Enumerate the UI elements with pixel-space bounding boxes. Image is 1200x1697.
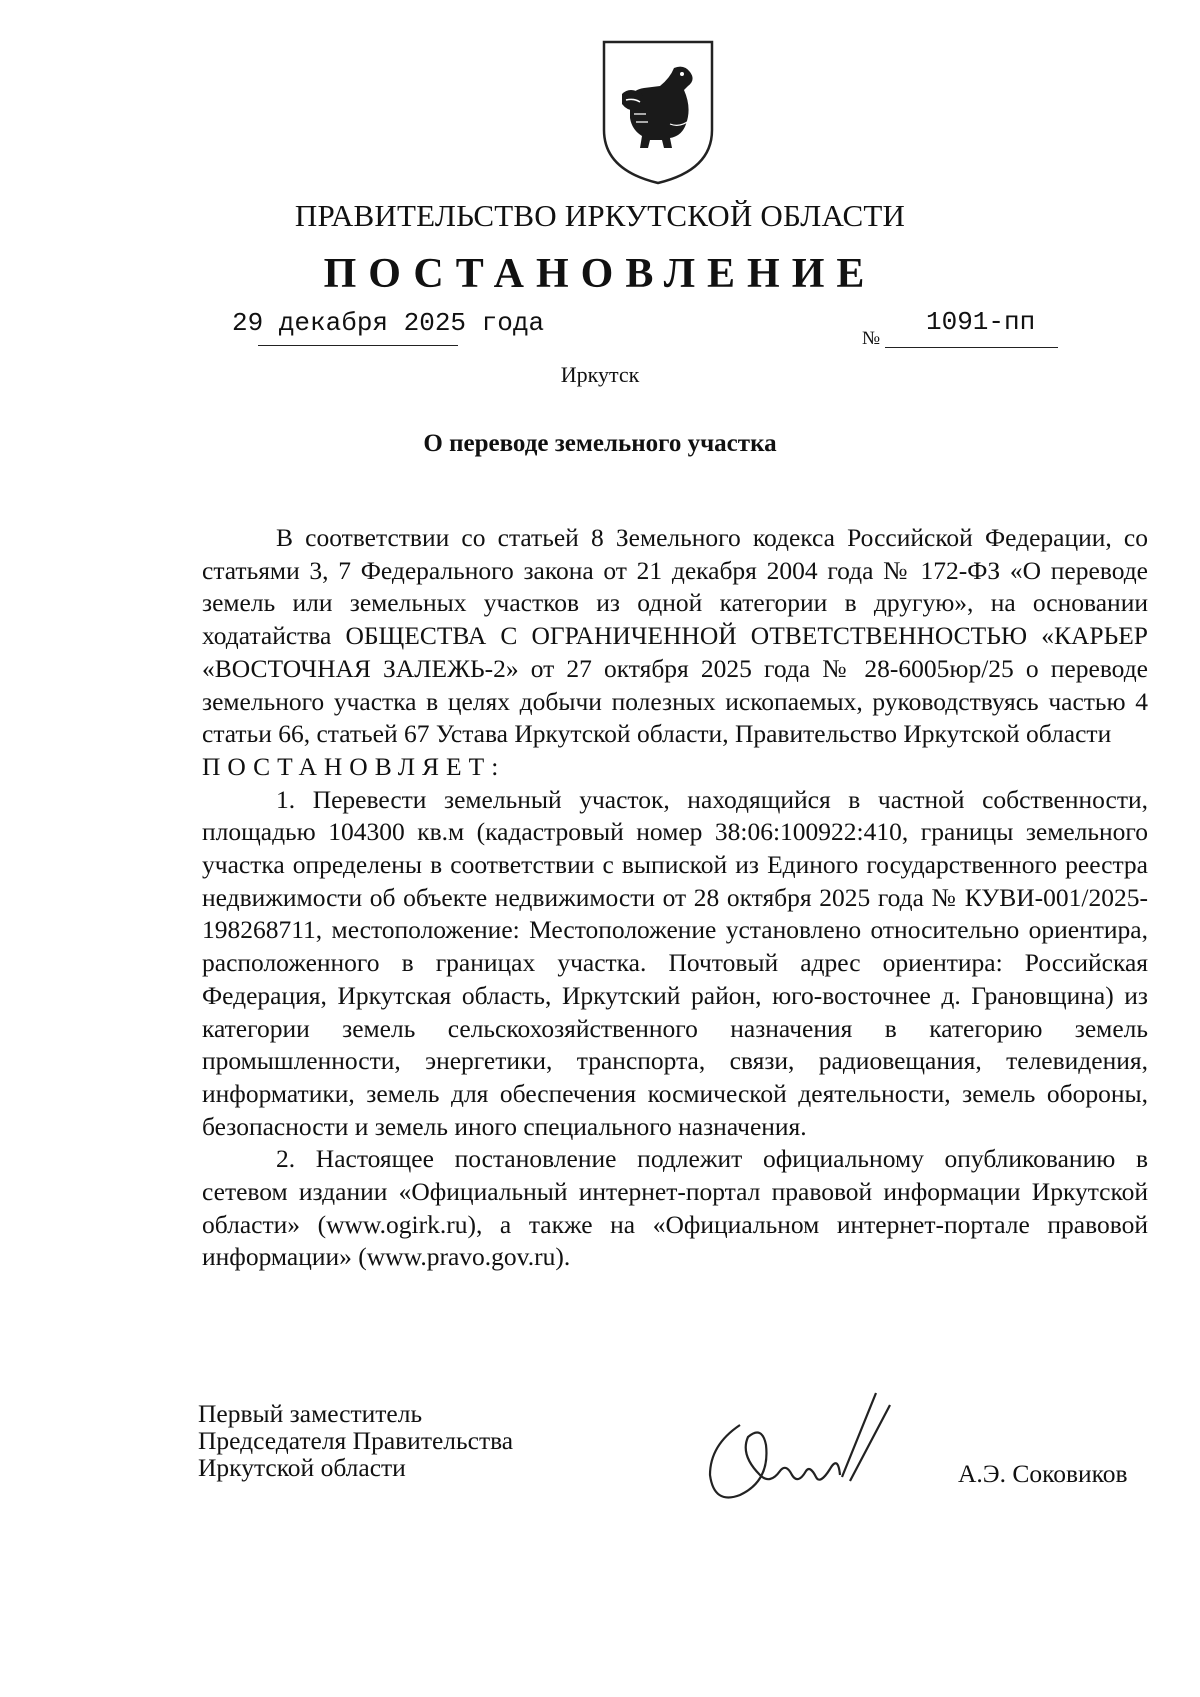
city: Иркутск (560, 362, 640, 387)
signer-name: А.Э. Соковиков (958, 1459, 1128, 1488)
resolves-heading: ПОСТАНОВЛЯЕТ: (202, 751, 506, 781)
document-body (202, 522, 1148, 1274)
item-2-paragraph: 2. Настоящее постановление подлежит официальному опубликованию в сетевом издании «Официальный интернет-портал правовой информации Иркутской области» (www.ogirk.ru), а также на «Официальном интернет-портале правовой информации» (www.pravo.gov.ru). (202, 1144, 1148, 1272)
document-date: 29 декабря 2025 года (232, 308, 545, 338)
document-number: 1091-пп (926, 307, 1036, 337)
document-title: О переводе земельного участка (423, 430, 777, 457)
irkutsk-coat-of-arms-icon (600, 38, 716, 186)
signatory-position (198, 1400, 513, 1481)
number-underline (885, 347, 1058, 348)
item-1-paragraph: 1. Перевести земельный участок, находящийся в частной собственности, площадью 104300 кв.м (кадастровый номер 38:06:100922:410, границы земельного участка определены в соответствии с выпиской из Единого государственного реестра недвижимости об объекте недвижимости от 28 октября 2025 года № КУВИ-001/2025-198268711, местоположение: Местоположение установлено относительно ориентира, расположенного в границах участка. Почтовый адрес ориентира: Российская Федерация, Иркутская область, Иркутский район, юго-восточнее д. Грановщина) из категории земель сельскохозяйственного назначения в категорию земель промышленности, энергетики, транспорта, связи, радиовещания, телевидения, информатики, земель для обеспечения космической деятельности, земель обороны, безопасности и земель иного специального назначения. (202, 784, 1148, 1141)
position-line: Первый заместитель (198, 1399, 423, 1428)
date-underline (258, 345, 458, 346)
document-type: ПОСТАНОВЛЕНИЕ (323, 251, 877, 297)
handwritten-signature-icon (700, 1385, 900, 1515)
government-name: ПРАВИТЕЛЬСТВО ИРКУТСКОЙ ОБЛАСТИ (294, 198, 906, 233)
number-sign: № (862, 328, 881, 349)
position-line: Председателя Правительства (198, 1426, 514, 1455)
preamble-paragraph: В соответствии со статьей 8 Земельного кодекса Российской Федерации, со статьями 3, 7 Федерального закона от 21 декабря 2004 года № 172-ФЗ «О переводе земель или земельных участков из одной категории в другую», на основании ходатайства ОБЩЕСТВА С ОГРАНИЧЕННОЙ ОТВЕТСТВЕННОСТЬЮ «КАРЬЕР «ВОСТОЧНАЯ ЗАЛЕЖЬ-2» от 27 октября 2025 года № 28-6005юр/25 о переводе земельного участка в целях добычи полезных ископаемых, руководствуясь частью 4 статьи 66, статьей 67 Устава Иркутской области, Правительство Иркутской области (202, 523, 1148, 749)
position-line: Иркутской области (198, 1453, 406, 1482)
